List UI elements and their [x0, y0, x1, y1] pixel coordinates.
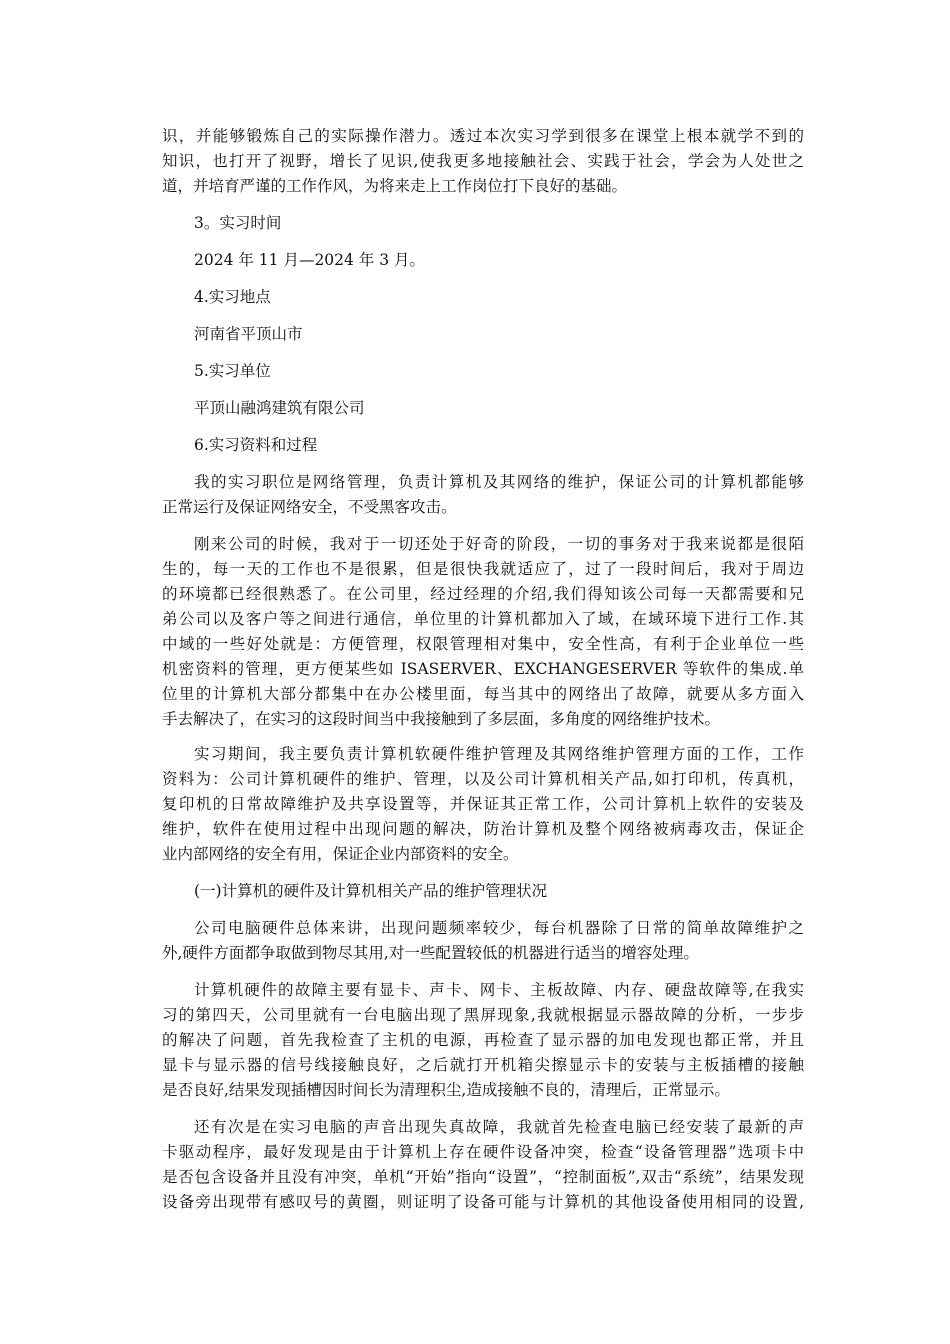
text-line: (一)计算机的硬件及计算机相关产品的维护管理状况: [194, 882, 548, 900]
paragraph-arrival: [162, 532, 804, 732]
text-line: 6.实习资料和过程: [194, 436, 318, 454]
text-line: 4.实习地点: [194, 288, 271, 306]
text-line: 河南省平顶山市: [194, 325, 303, 343]
text-line: 是否包含设备并且没有冲突，单机“开始”指向“设置”，“控制面板”,双击“系统”，结果发现: [162, 1168, 804, 1186]
paragraph-position: [162, 470, 804, 520]
text-line: 机密资料的管理，更方便某些如 ISASERVER、EXCHANGESERVER 等软件的集成.单: [162, 660, 804, 678]
paragraph-duties: [162, 742, 804, 867]
text-line: 生的，每一天的工作也不是很累，但是很快我就适应了，过了一段时间后，我对于周边: [162, 560, 804, 578]
heading-internship-time: [162, 211, 836, 236]
text-line: 识，并能够锻炼自己的实际操作潜力。透过本次实习学到很多在课堂上根本就学不到的: [162, 127, 804, 145]
text-line: 计算机硬件的故障主要有显卡、声卡、网卡、主板故障、内存、硬盘故障等,在我实: [194, 981, 804, 999]
paragraph-intro-continuation: [162, 124, 804, 199]
text-line: 的解决了问题，首先我检查了主机的电源，再检查了显示器的加电发现也都正常，并且: [162, 1031, 804, 1049]
paragraph-unit: [162, 396, 836, 421]
heading-internship-location: [162, 285, 836, 310]
text-line: 业内部网络的安全有用，保证企业内部资料的安全。: [162, 845, 519, 863]
text-line: 习的第四天，公司里就有一台电脑出现了黑屏现象,我就根据显示器故障的分析，一步步: [162, 1006, 804, 1024]
text-line: 中域的一些好处就是：方便管理，权限管理相对集中，安全性高，有利于企业单位一些: [162, 635, 804, 653]
heading-content-process: [162, 433, 836, 458]
text-line: 资料为：公司计算机硬件的维护、管理，以及公司计算机相关产品,如打印机，传真机，: [162, 770, 804, 788]
text-line: 弟公司以及客户等之间进行通信，单位里的计算机都加入了域，在域环境下进行工作.其: [162, 610, 804, 628]
text-line: 5.实习单位: [194, 362, 271, 380]
text-line: 道，并培育严谨的工作作风，为将来走上工作岗位打下良好的基础。: [162, 177, 628, 195]
text-line: 正常运行及保证网络安全，不受黑客攻击。: [162, 498, 457, 516]
text-line: 还有次是在实习电脑的声音出现失真故障，我就首先检查电脑已经安装了最新的声: [194, 1118, 804, 1136]
text-line: 卡驱动程序，最好发现是由于计算机上存在硬件设备冲突，检查“设备管理器”选项卡中: [162, 1143, 804, 1161]
text-line: 位里的计算机大部分都集中在办公楼里面，每当其中的网络出了故障，就要从多方面入: [162, 685, 804, 703]
text-line: 刚来公司的时候，我对于一切还处于好奇的阶段，一切的事务对于我来说都是很陌: [194, 535, 804, 553]
heading-hardware-maintenance: [162, 879, 836, 904]
paragraph-hardware-overview: [162, 916, 804, 966]
paragraph-location: [162, 322, 836, 347]
text-line: 平顶山融鸿建筑有限公司: [194, 399, 365, 417]
text-line: 复印机的日常故障维护及共享设置等，并保证其正常工作，公司计算机上软件的安装及: [162, 795, 804, 813]
paragraph-black-screen-case: [162, 978, 804, 1103]
text-line: 设备旁出现带有感叹号的黄圈，则证明了设备可能与计算机的其他设备使用相同的设置,: [162, 1193, 804, 1211]
text-line: 是否良好,结果发现插槽因时间长为清理积尘,造成接触不良的，清理后，正常显示。: [162, 1081, 730, 1099]
text-line: 3。实习时间: [194, 214, 282, 232]
paragraph-internship-dates: [162, 248, 836, 273]
text-line: 的环境都已经很熟悉了。在公司里，经过经理的介绍,我们得知该公司每一天都需要和兄: [162, 585, 804, 603]
text-line: 显卡与显示器的信号线接触良好，之后就打开机箱尖擦显示卡的安装与主板插槽的接触: [162, 1056, 804, 1074]
text-line: 2024 年 11 月—2024 年 3 月。: [194, 251, 426, 269]
paragraph-sound-case: [162, 1115, 804, 1215]
text-line: 手去解决了，在实习的这段时间当中我接触到了多层面，多角度的网络维护技术。: [162, 710, 721, 728]
text-line: 实习期间，我主要负责计算机软硬件维护管理及其网络维护管理方面的工作，工作: [194, 745, 804, 763]
text-line: 维护，软件在使用过程中出现问题的解决，防治计算机及整个网络被病毒攻击，保证企: [162, 820, 804, 838]
text-line: 知识，也打开了视野，增长了见识,使我更多地接触社会、实践于社会，学会为人处世之: [162, 152, 804, 170]
text-line: 公司电脑硬件总体来讲，出现问题频率较少，每台机器除了日常的简单故障维护之: [194, 919, 804, 937]
text-line: 我的实习职位是网络管理，负责计算机及其网络的维护，保证公司的计算机都能够: [194, 473, 804, 491]
heading-internship-unit: [162, 359, 836, 384]
text-line: 外,硬件方面都争取做到物尽其用,对一些配置较低的机器进行适当的增容处理。: [162, 944, 699, 962]
